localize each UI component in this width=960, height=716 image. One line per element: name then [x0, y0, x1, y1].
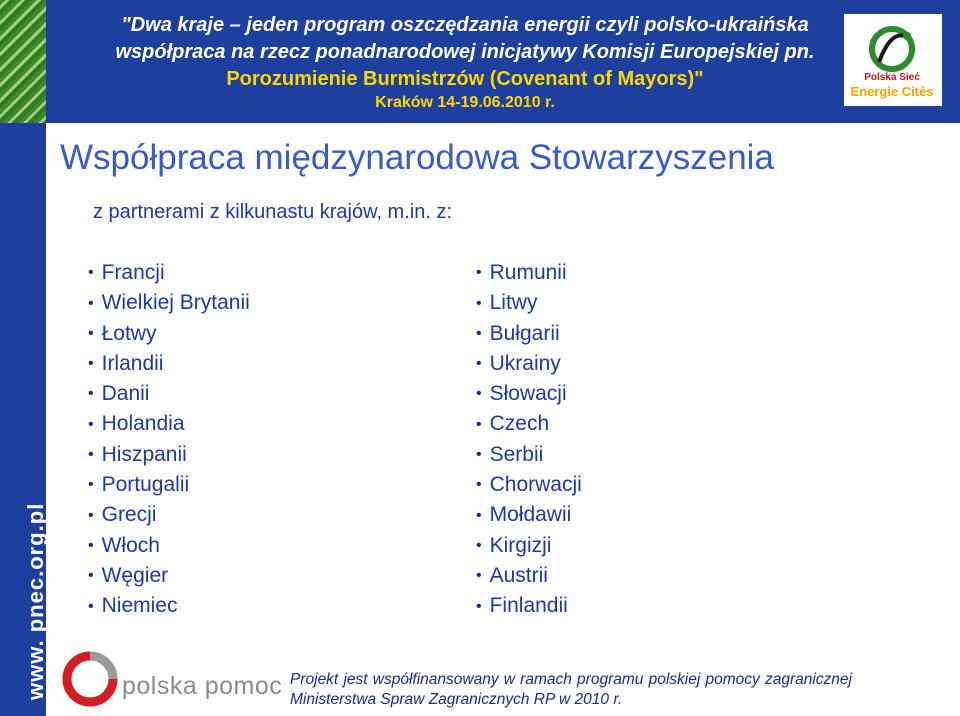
funding-note: Projekt jest współfinansowany w ramach programu polskiej pomocy zagranicznej Ministerstwa Spraw Zagranicznych RP w 2010 r. [290, 671, 852, 708]
list-item: • Wielkiej Brytanii [88, 288, 250, 318]
list-item: • Danii [88, 379, 250, 409]
list-item: • Czech [476, 409, 582, 439]
list-item: • Węgier [88, 561, 250, 591]
country-list-left [88, 258, 250, 622]
list-item: • Rumunii [476, 258, 582, 288]
polska-pomoc-logo-text: polska pomoc [122, 672, 283, 700]
list-item: • Łotwy [88, 319, 250, 349]
page-subtitle: z partnerami z kilkunastu krajów, m.in. z: [93, 201, 453, 223]
list-item: • Niemiec [88, 591, 250, 621]
list-item: • Grecji [88, 500, 250, 530]
list-item: • Finlandii [476, 591, 582, 621]
header-line-2: współpraca na rzecz ponadnarodowej inicjatywy Komisji Europejskiej pn. [115, 41, 815, 63]
list-item: • Holandia [88, 409, 250, 439]
logo-text-line-2: Energie Cités [850, 84, 934, 99]
country-list-right [476, 258, 582, 622]
list-item: • Ukrainy [476, 349, 582, 379]
header-line-3: Porozumienie Burmistrzów (Covenant of Mayors)" [226, 68, 704, 90]
list-item: • Włoch [88, 531, 250, 561]
header-date: Kraków 14-19.06.2010 r. [375, 94, 555, 111]
list-item: • Kirgizji [476, 531, 582, 561]
polska-pomoc-logo-icon [60, 650, 120, 708]
list-item: • Serbii [476, 440, 582, 470]
list-item: • Chorwacji [476, 470, 582, 500]
list-item: • Mołdawii [476, 500, 582, 530]
list-item: • Austrii [476, 561, 582, 591]
list-item: • Litwy [476, 288, 582, 318]
header-line-1: "Dwa kraje – jeden program oszczędzania energii czyli polsko-ukraińska [121, 14, 809, 36]
header-texture [0, 0, 46, 123]
list-item: • Hiszpanii [88, 440, 250, 470]
list-item: • Bułgarii [476, 319, 582, 349]
list-item: • Irlandii [88, 349, 250, 379]
side-url: www. pnec.org.pl [23, 502, 48, 700]
list-item: • Portugalii [88, 470, 250, 500]
list-item: • Francji [88, 258, 250, 288]
page-title: Współpraca międzynarodowa Stowarzyszenia [60, 138, 774, 177]
list-item: • Słowacji [476, 379, 582, 409]
logo-text-line-1: Polska Sieć [864, 72, 920, 83]
